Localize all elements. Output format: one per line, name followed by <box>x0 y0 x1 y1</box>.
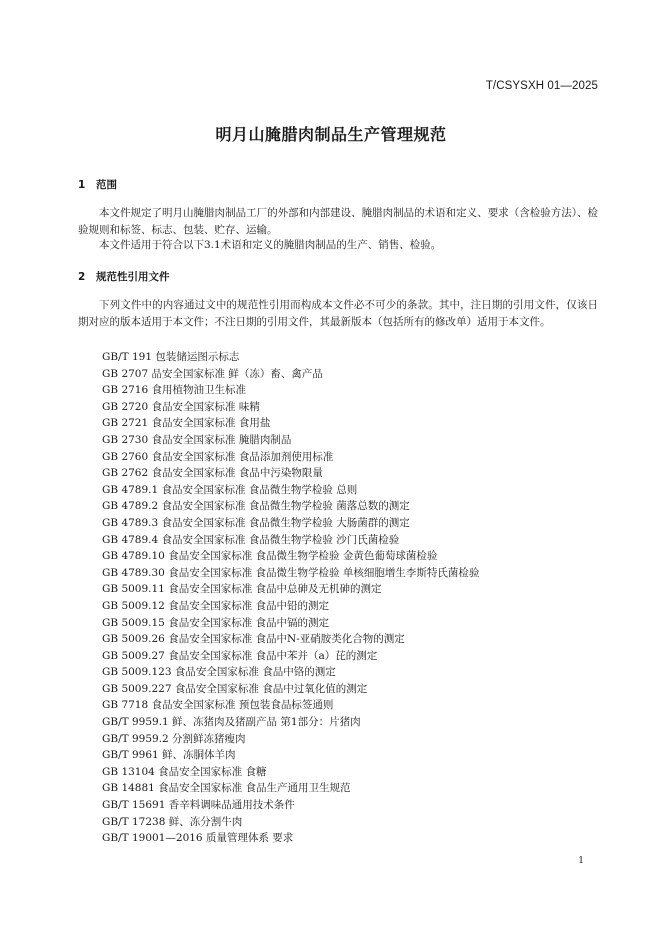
reference-item: GB 4789.4 食品安全国家标准 食品微生物学检验 沙门氏菌检验 <box>102 533 400 546</box>
reference-item: GB 5009.123 食品安全国家标准 食品中铬的测定 <box>102 666 336 679</box>
reference-item: GB/T 9959.1 鲜、冻猪肉及猪副产品 第1部分：片猪肉 <box>102 716 361 729</box>
reference-item: GB 5009.227 食品安全国家标准 食品中过氧化值的测定 <box>102 682 368 695</box>
reference-item: GB 2720 食品安全国家标准 味精 <box>102 400 260 413</box>
reference-item: GB 4789.2 食品安全国家标准 食品微生物学检验 菌落总数的测定 <box>102 500 410 513</box>
reference-item: GB 13104 食品安全国家标准 食糖 <box>102 765 267 778</box>
reference-item: GB/T 9959.2 分割鲜冻猪瘦肉 <box>102 732 246 745</box>
reference-item: GB/T 9961 鲜、冻胴体羊肉 <box>102 749 236 762</box>
reference-item: GB 5009.15 食品安全国家标准 食品中镉的测定 <box>102 616 330 629</box>
page-number: 1 <box>578 856 584 866</box>
reference-item: GB 2721 食品安全国家标准 食用盐 <box>102 417 271 430</box>
reference-item: GB 2707 品安全国家标准 鲜（冻）畜、禽产品 <box>102 367 323 380</box>
section-heading-scope <box>78 177 117 192</box>
section-title: 范围 <box>96 179 117 191</box>
reference-item: GB/T 17238 鲜、冻分割牛肉 <box>102 815 243 828</box>
reference-item: GB/T 191 包装储运图示标志 <box>102 351 240 363</box>
reference-item: GB 5009.12 食品安全国家标准 食品中铅的测定 <box>102 599 330 612</box>
section-title: 规范性引用文件 <box>96 271 170 283</box>
reference-item: GB 7718 食品安全国家标准 预包装食品标签通则 <box>102 699 334 712</box>
reference-item: GB 2762 食品安全国家标准 食品中污染物限量 <box>102 467 323 480</box>
section-heading-normative-references <box>78 269 170 284</box>
references-intro-paragraph: 下列文件中的内容通过文中的规范性引用而构成本文件必不可少的条款。其中，注日期的引用文件，仅该日期对应的版本适用于本文件；不注日期的引用文件，其最新版本（包括所有的修改单）适用于本文件。 <box>78 299 598 328</box>
reference-item: GB 5009.26 食品安全国家标准 食品中N-亚硝胺类化合物的测定 <box>102 633 405 646</box>
reference-item: GB 5009.27 食品安全国家标准 食品中苯并（a）芘的测定 <box>102 649 378 662</box>
document-title: 明月山腌腊肉制品生产管理规范 <box>215 125 447 144</box>
reference-item: GB/T 15691 香辛料调味品通用技术条件 <box>102 799 295 812</box>
reference-item: GB 4789.3 食品安全国家标准 食品微生物学检验 大肠菌群的测定 <box>102 516 410 529</box>
reference-item: GB 5009.11 食品安全国家标准 食品中总砷及无机砷的测定 <box>102 583 382 596</box>
reference-item: GB 4789.30 食品安全国家标准 食品微生物学检验 单核细胞增生李斯特氏菌检验 <box>102 566 480 579</box>
reference-item: GB 4789.1 食品安全国家标准 食品微生物学检验 总则 <box>102 483 358 496</box>
scope-paragraph: 本文件规定了明月山腌腊肉制品工厂的外部和内部建设、腌腊肉制品的术语和定义、要求（含检验方法）、检验规则和标签、标志、包装、贮存、运输。 <box>78 207 598 236</box>
applicability-paragraph: 本文件适用于符合以下3.1术语和定义的腌腊肉制品的生产、销售、检验。 <box>99 239 442 251</box>
reference-item: GB/T 19001—2016 质量管理体系 要求 <box>102 832 294 845</box>
document-code: T/CSYSXH 01—2025 <box>485 80 598 92</box>
reference-item: GB 2760 食品安全国家标准 食品添加剂使用标准 <box>102 450 334 463</box>
reference-item: GB 4789.10 食品安全国家标准 食品微生物学检验 金黄色葡萄球菌检验 <box>102 550 438 563</box>
reference-item: GB 14881 食品安全国家标准 食品生产通用卫生规范 <box>102 782 351 795</box>
reference-item: GB 2730 食品安全国家标准 腌腊肉制品 <box>102 433 292 446</box>
section-number: 1 <box>78 179 86 191</box>
section-number: 2 <box>78 271 86 283</box>
reference-list <box>102 349 479 847</box>
reference-item: GB 2716 食用植物油卫生标准 <box>102 384 247 397</box>
